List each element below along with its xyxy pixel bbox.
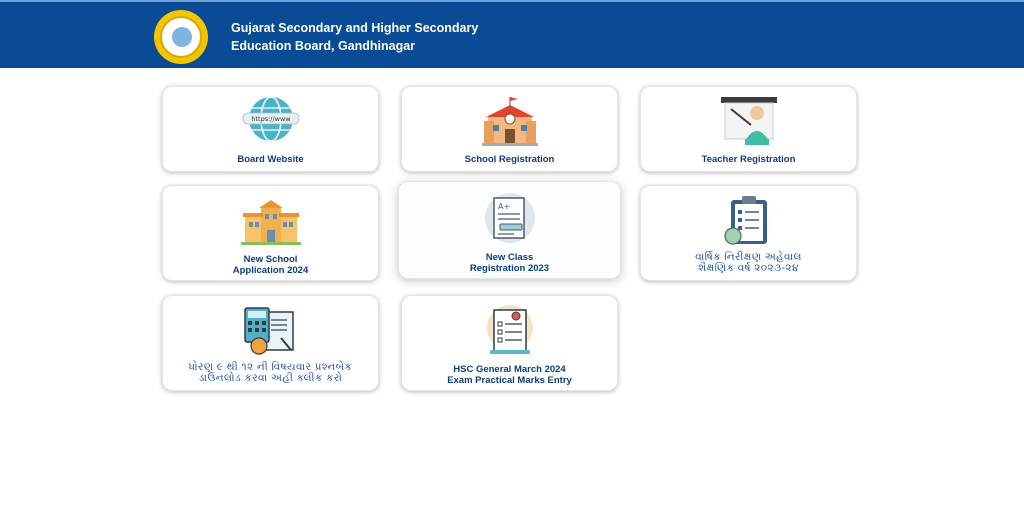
new-class-registration-card[interactable]: [398, 181, 621, 279]
hsc-practical-marks-entry-card[interactable]: [401, 295, 618, 391]
card-label: New School Application 2024: [232, 254, 309, 276]
page-header: [0, 0, 1024, 68]
board-logo[interactable]: [154, 10, 208, 64]
svg-text:A+: A+: [497, 202, 510, 211]
board-title-line1: Gujarat Secondary and Higher Secondary: [231, 21, 479, 35]
annual-inspection-report-card[interactable]: [640, 185, 857, 281]
card-label: Teacher Registration: [701, 154, 796, 165]
clipboard-checklist-icon: [719, 194, 779, 246]
new-school-application-card[interactable]: [162, 185, 379, 281]
teacher-registration-card[interactable]: [640, 86, 857, 172]
board-title: [231, 19, 478, 55]
calculator-document-icon: [241, 304, 301, 356]
card-label: School Registration: [464, 154, 555, 165]
card-label: HSC General March 2024 Exam Practical Marks Entry: [447, 364, 572, 386]
logo-emblem: [172, 27, 192, 47]
school-registration-card[interactable]: [401, 86, 618, 172]
card-label: ધોરણ ૯ થી ૧૨ ની વિષયવાર પ્રશ્નબેંક ડાઉનલોડ કરવા અહીં ક્લીક કરો: [188, 361, 353, 384]
teacher-board-icon: [719, 95, 779, 147]
board-title-line2: Education Board, Gandhinagar: [231, 39, 416, 53]
exam-paper-icon: [480, 192, 540, 244]
marks-sheet-icon: [480, 304, 540, 356]
board-website-card[interactable]: [162, 86, 379, 172]
globe-www-icon: [241, 95, 301, 147]
logo-seal: [160, 16, 202, 58]
card-label: વાર્ષિક નિરીક્ષણ અહેવાલ શૈક્ષણિક વર્ષ ૨૦૨૩-૨૪: [695, 251, 802, 274]
card-label: Board Website: [237, 154, 304, 165]
svg-text:https://www: https://www: [250, 115, 291, 123]
school-building-icon: [480, 95, 540, 147]
question-bank-download-card[interactable]: [162, 295, 379, 391]
card-label: New Class Registration 2023: [469, 252, 550, 274]
school-building-icon: [241, 194, 301, 246]
